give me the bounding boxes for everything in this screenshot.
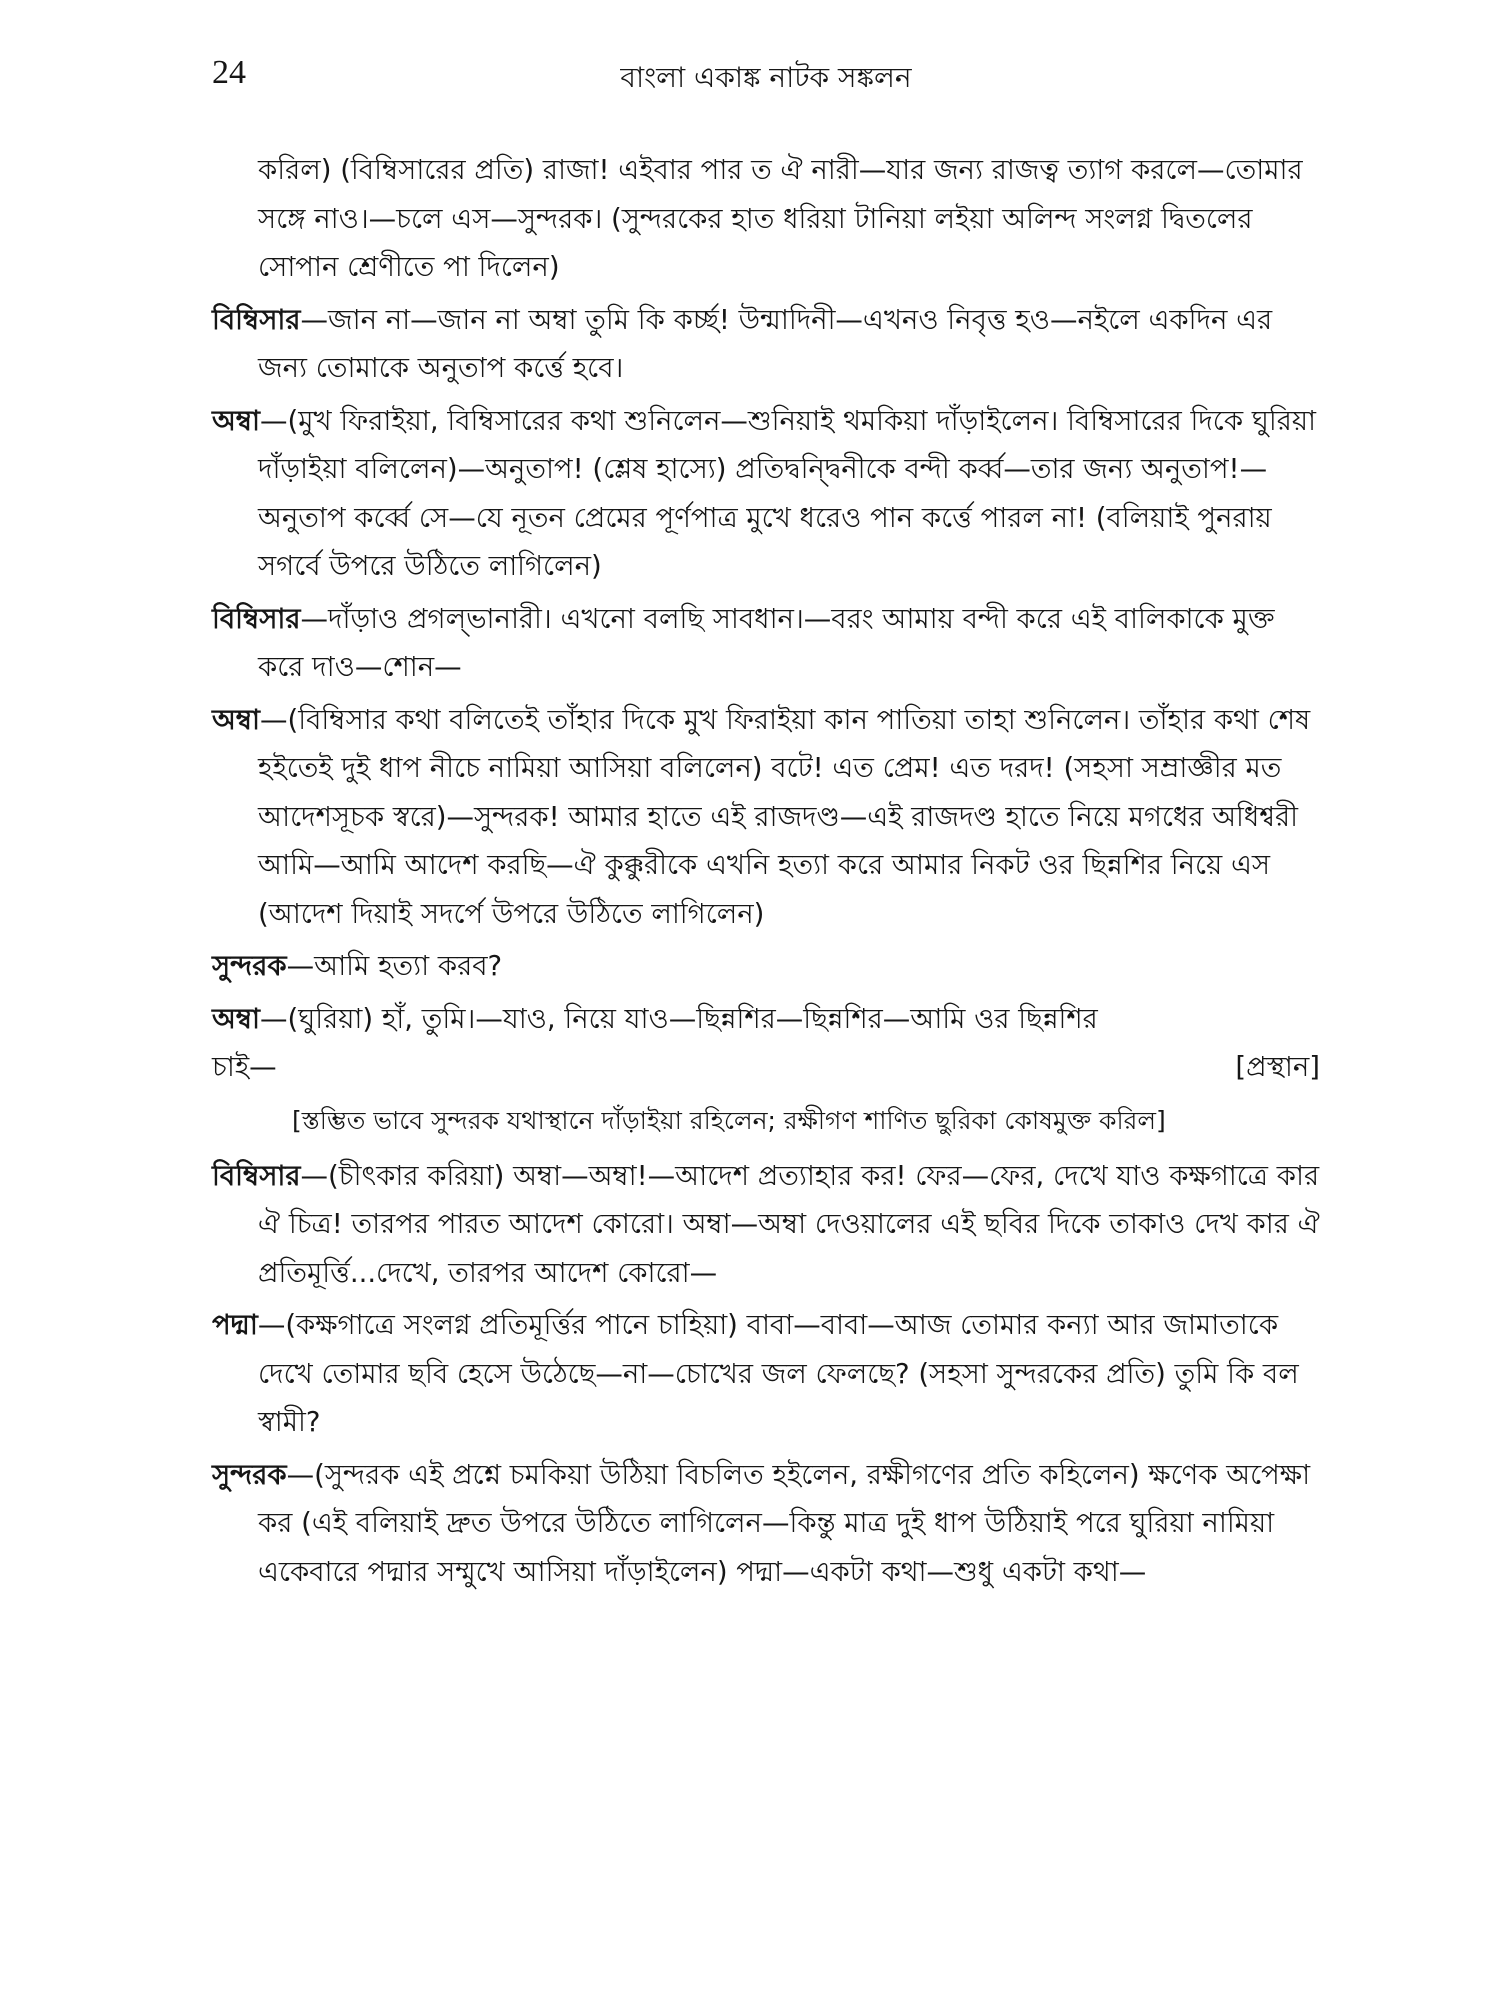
- dialogue-text: —(বিম্বিসার কথা বলিতেই তাঁহার দিকে মুখ ফিরাইয়া কান পাতিয়া তাহা শুনিলেন। তাঁহার কথা শেষ হইতেই দুই ধাপ নীচে নামিয়া আসিয়া বলিলেন) বটে! এত প্রেম! এত দরদ! (সহসা সম্রাজ্ঞীর মত আদেশসূচক স্বরে)—সুন্দরক! আমার হাতে এই রাজদণ্ড—এই রাজদণ্ড হাতে নিয়ে মগধের অধিশ্বরী আমি—আমি আদেশ করছি—ঐ কুক্কুরীকে এখনি হত্যা করে আমার নিকট ওর ছিন্নশির নিয়ে এস (আদেশ দিয়াই সদর্পে উপরে উঠিতে লাগিলেন): [258, 703, 1311, 930]
- running-title: বাংলা একাঙ্ক নাটক সঙ্কলন: [620, 61, 912, 94]
- dialogue-text: —আমি হত্যা করব?: [286, 950, 503, 982]
- speech-sundarak-2: [212, 1451, 1320, 1597]
- exit-direction: [প্রস্থান]: [1235, 1051, 1320, 1083]
- speech-bimbisar-3: [212, 1152, 1320, 1298]
- speaker-name: সুন্দরক: [212, 950, 287, 982]
- speaker-name: অম্বা: [212, 703, 260, 736]
- speaker-name: বিম্বিসার: [212, 602, 301, 635]
- page-number: 24: [212, 54, 246, 91]
- speaker-name: অম্বা: [212, 1002, 260, 1035]
- speech-tail-line: [212, 1043, 1320, 1092]
- speech-amba-1: [212, 397, 1320, 591]
- dialogue-text: —(মুখ ফিরাইয়া, বিম্বিসারের কথা শুনিলেন—শুনিয়াই থমকিয়া দাঁড়াইলেন। বিম্বিসারের দিকে ঘুরিয়া দাঁড়াইয়া বলিলেন)—অনুতাপ! (শ্লেষ হাস্যে) প্রতিদ্বন্দ্বিনীকে বন্দী কর্ব্ব—তার জন্য অনুতাপ!—অনুতাপ কর্ব্বে সে—যে নূতন প্রেমের পূর্ণপাত্র মুখে ধরেও পান কর্ত্তে পারল না! (বলিয়াই পুনরায় সগর্বে উপরে উঠিতে লাগিলেন): [258, 404, 1316, 582]
- speaker-name: অম্বা: [212, 404, 260, 437]
- page-header: [212, 52, 1320, 112]
- dialogue-text: করিল) (বিম্বিসারের প্রতি) রাজা! এইবার পার ত ঐ নারী—যার জন্য রাজত্ব ত্যাগ করলে—তোমার সঙ্গে নাও।—চলে এস—সুন্দরক। (সুন্দরকের হাত ধরিয়া টানিয়া লইয়া অলিন্দ সংলগ্ন দ্বিতলের সোপান শ্রেণীতে পা দিলেন): [258, 154, 1303, 283]
- speech-amba-2: [212, 696, 1320, 939]
- dialogue-tail-text: চাই—: [212, 1051, 277, 1083]
- dialogue-text: —জান না—জান না অম্বা তুমি কি কর্চ্ছ! উন্মাদিনী—এখনও নিবৃত্ত হও—নইলে একদিন এর জন্য তোমাকে অনুতাপ কর্ত্তে হবে।: [258, 303, 1273, 384]
- speaker-name: সুন্দরক: [212, 1458, 287, 1491]
- speaker-name: বিম্বিসার: [212, 303, 301, 336]
- dialogue-text: —(কক্ষগাত্রে সংলগ্ন প্রতিমূর্ত্তির পানে চাহিয়া) বাবা—বাবা—আজ তোমার কন্যা আর জামাতাকে দেখে তোমার ছবি হেসে উঠেছে—না—চোখের জল ফেলছে? (সহসা সুন্দরকের প্রতি) তুমি কি বল স্বামী?: [257, 1309, 1299, 1438]
- speech-sundarak-1: [212, 942, 1320, 991]
- continued-stage-text: [212, 146, 1320, 292]
- dialogue-text: —দাঁড়াও প্রগল্ভানারী। এখনো বলছি সাবধান।—বরং আমায় বন্দী করে এই বালিকাকে মুক্ত করে দাও—শোন—: [258, 602, 1275, 683]
- dialogue-text: —(সুন্দরক এই প্রশ্নে চমকিয়া উঠিয়া বিচলিত হইলেন, রক্ষীগণের প্রতি কহিলেন) ক্ষণেক অপেক্ষা কর (এই বলিয়াই দ্রুত উপরে উঠিতে লাগিলেন—কিন্তু মাত্র দুই ধাপ উঠিয়াই পরে ঘুরিয়া নামিয়া একেবারে পদ্মার সম্মুখে আসিয়া দাঁড়াইলেন) পদ্মা—একটা কথা—শুধু একটা কথা—: [258, 1458, 1311, 1588]
- speech-bimbisar-2: [212, 595, 1320, 692]
- dialogue-text: —(চীৎকার করিয়া) অম্বা—অম্বা!—আদেশ প্রত্যাহার কর! ফের—ফের, দেখে যাও কক্ষগাত্রে কার ঐ চিত্র! তারপর পারত আদেশ কোরো। অম্বা—অম্বা দেওয়ালের এই ছবির দিকে তাকাও দেখ কার ঐ প্রতিমূর্ত্তি...দেখে, তারপর আদেশ কোরো—: [258, 1159, 1320, 1289]
- speech-padma-1: [212, 1301, 1320, 1447]
- speaker-name: পদ্মা: [212, 1309, 258, 1341]
- speaker-name: বিম্বিসার: [212, 1159, 301, 1192]
- speech-amba-3: [212, 995, 1320, 1092]
- speech-bimbisar-1: [212, 296, 1320, 393]
- dialogue-text: —(ঘুরিয়া) হাঁ, তুমি।—যাও, নিয়ে যাও—ছিন্নশির—ছিন্নশির—আমি ওর ছিন্নশির: [260, 1002, 1098, 1035]
- stage-direction: [স্তম্ভিত ভাবে সুন্দরক যথাস্থানে দাঁড়াইয়া রহিলেন; রক্ষীগণ শাণিত ছুরিকা কোষমুক্ত করিল]: [292, 1105, 1166, 1135]
